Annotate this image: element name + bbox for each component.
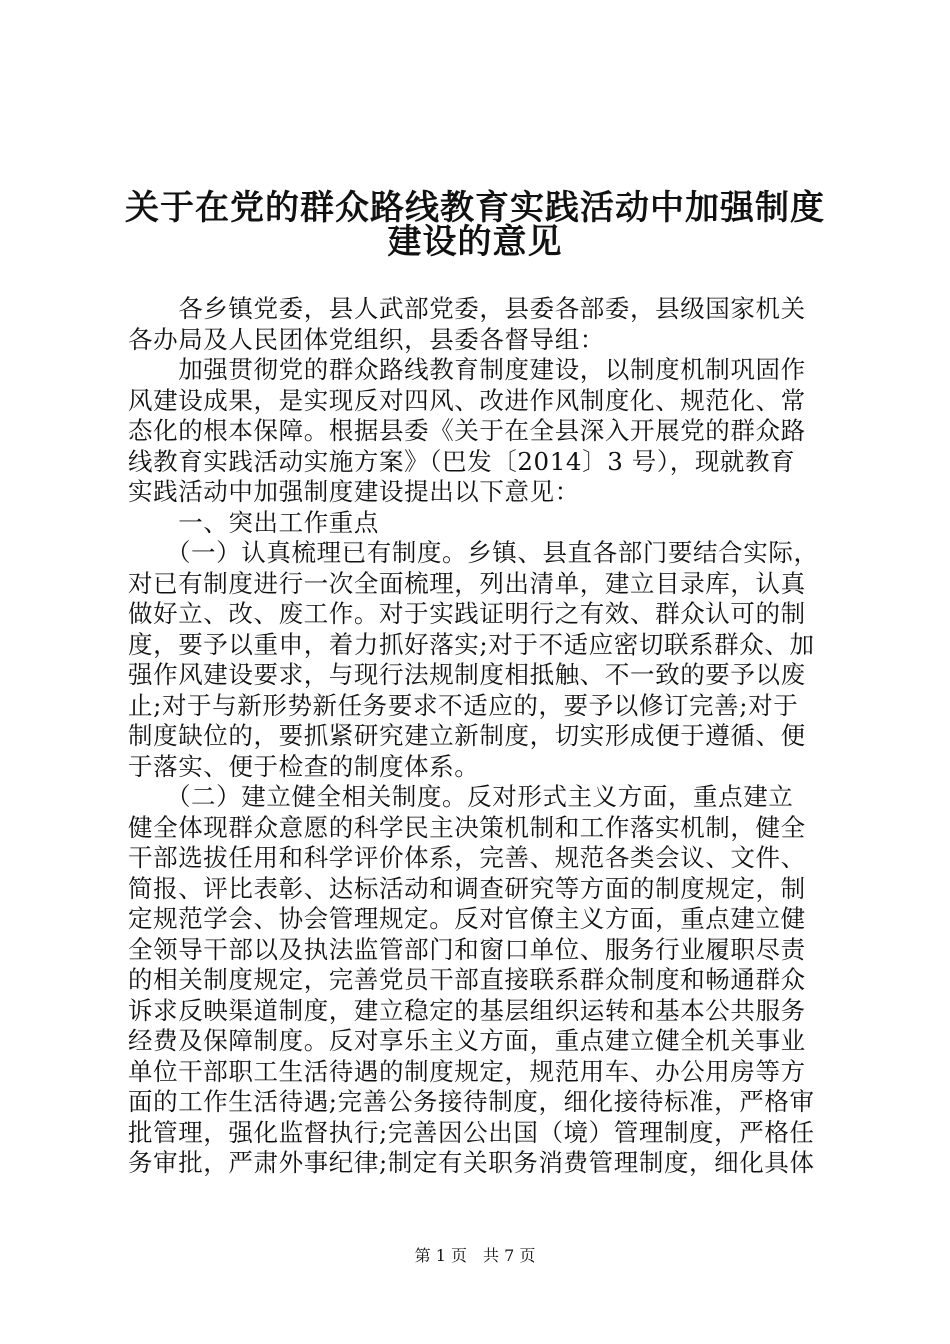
body-text-line: 对已有制度进行一次全面梳理，列出清单，建立目录库，认真 [128,568,806,598]
body-text-line: 风建设成果，是实现反对四风、改进作风制度化、规范化、常 [128,385,806,415]
body-text-line: 干部选拔任用和科学评价体系，完善、规范各类会议、文件、 [128,843,806,872]
body-text-line: 各办局及人民团体党组织，县委各督导组： [128,324,605,354]
body-text-line: 实践活动中加强制度建设提出以下意见： [128,477,580,506]
body-text-line: 全领导干部以及执法监管部门和窗口单位、服务行业履职尽责 [128,934,806,964]
body-text-line: 单位干部职工生活待遇的制度规定，规范用车、办公用房等方 [128,1056,806,1086]
body-text-line: 一、突出工作重点 [128,507,379,537]
body-text-line: 加强贯彻党的群众路线教育制度建设，以制度机制巩固作 [128,355,806,384]
body-text-line: （二）建立健全相关制度。反对形式主义方面，重点建立 [128,782,794,811]
body-text-line: 面的工作生活待遇;完善公务接待制度，细化接待标准，严格审 [128,1087,815,1116]
body-text-line: 的相关制度规定，完善党员干部直接联系群众制度和畅通群众 [128,965,806,994]
page-number-footer: 第 1 页 共 7 页 [414,1246,536,1265]
body-text-line: 态化的根本保障。根据县委《关于在全县深入开展党的群众路 [128,416,806,445]
body-text-line: 制度缺位的，要抓紧研究建立新制度，切实形成便于遵循、便 [128,721,806,750]
body-text-line: 强作风建设要求，与现行法规制度相抵触、不一致的要予以废 [128,660,806,689]
document-title-line-2: 建设的意见 [387,222,563,262]
body-text-line: 做好立、改、废工作。对于实践证明行之有效、群众认可的制 [128,599,806,628]
body-text-line: 简报、评比表彰、达标活动和调查研究等方面的制度规定，制 [128,873,806,903]
body-text-line: 线教育实践活动实施方案》（巴发〔2014〕3 号），现就教育 [128,446,796,476]
body-text-line: 健全体现群众意愿的科学民主决策机制和工作落实机制，健全 [128,812,806,842]
body-text-line: 批管理，强化监督执行;完善因公出国（境）管理制度，严格任 [128,1117,815,1147]
body-text-line: 止;对于与新形势新任务要求不适应的，要予以修订完善;对于 [128,690,799,720]
body-text-line: 务审批，严肃外事纪律;制定有关职务消费管理制度，细化具体 [128,1148,815,1177]
body-text-line: 各乡镇党委，县人武部党委，县委各部委，县级国家机关 [128,294,806,323]
body-text-line: （一）认真梳理已有制度。乡镇、县直各部门要结合实际， [128,538,819,567]
document-title-line-1: 关于在党的群众路线教育实践活动中加强制度 [125,188,825,228]
body-text-line: 定规范学会、协会管理规定。反对官僚主义方面，重点建立健 [128,904,806,933]
body-text-line: 诉求反映渠道制度，建立稳定的基层组织运转和基本公共服务 [128,995,806,1025]
body-text-line: 于落实、便于检查的制度体系。 [128,751,480,781]
body-text-line: 经费及保障制度。反对享乐主义方面，重点建立健全机关事业 [128,1026,806,1055]
document-body [128,294,832,1179]
body-text-line: 度，要予以重申，着力抓好落实;对于不适应密切联系群众、加 [128,629,815,659]
